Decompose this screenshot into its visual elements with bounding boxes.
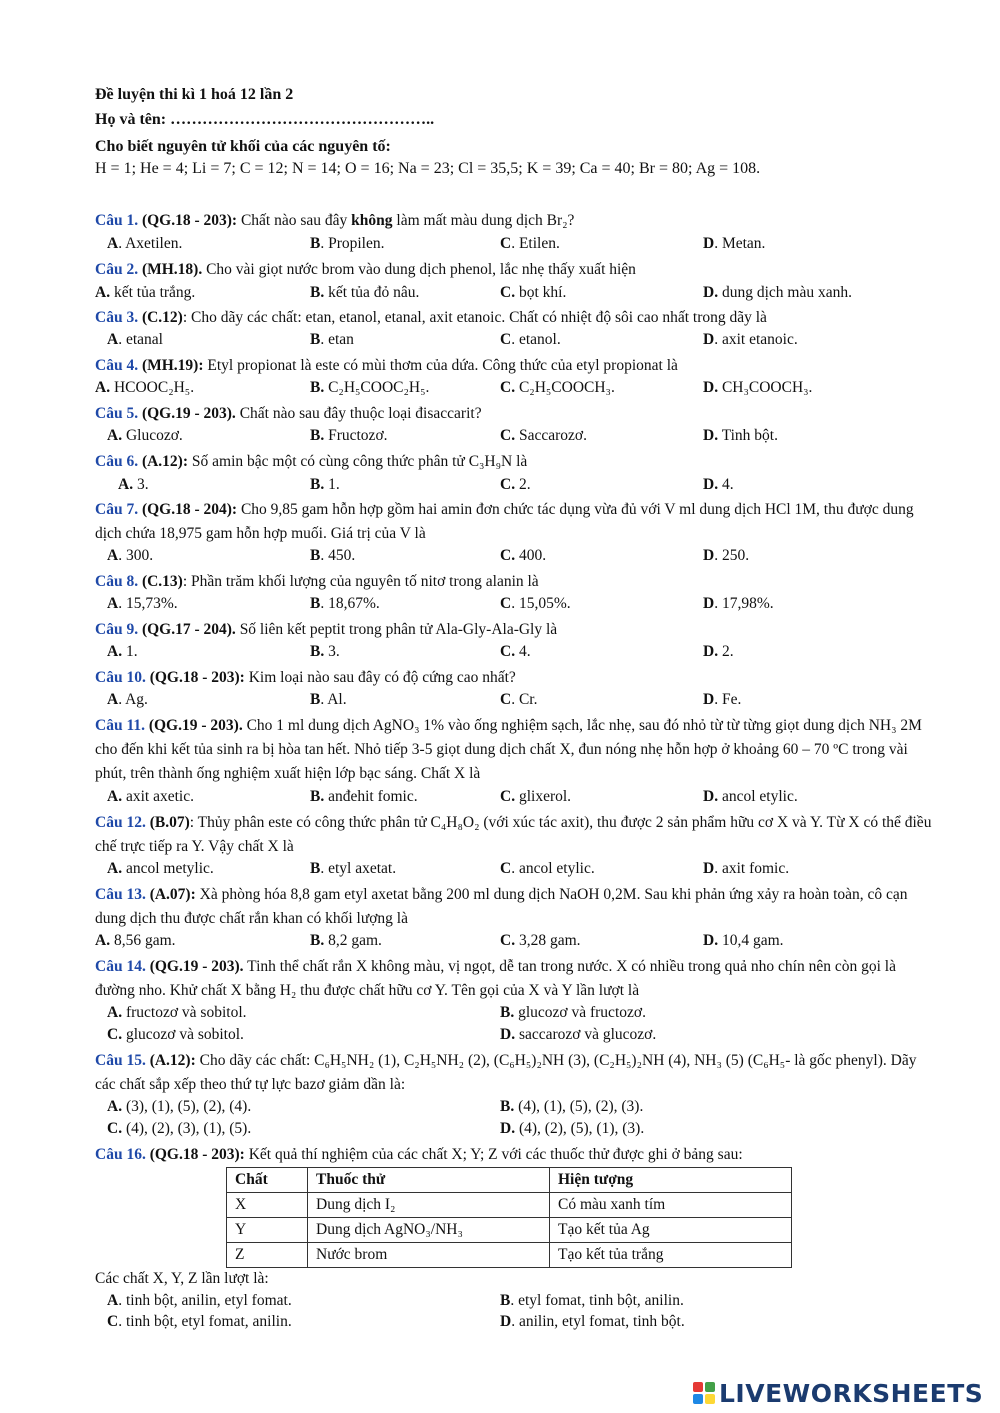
question-13	[95, 883, 935, 931]
question-source: (A.12):	[141, 453, 189, 470]
question-source: (A.12):	[149, 1052, 196, 1069]
question-source: (A.07):	[149, 886, 196, 903]
option-c[interactable]: C. glixerol.	[500, 788, 572, 805]
options-q5	[0, 427, 1000, 449]
option-d[interactable]: D. 2.	[703, 643, 734, 660]
question-source: (QG.19 - 203).	[141, 405, 236, 422]
option-b[interactable]: B. glucozơ và fructozơ.	[500, 1004, 646, 1021]
question-1	[95, 209, 935, 233]
question-text: Cho 1 ml dung dịch AgNO₃ 1% vào ống nghiệm sạch, lắc nhẹ, sau đó nhỏ từ từ từng giọt dung dịch NH₃ 2M cho đến khi kết tủa sinh ra bị hòa tan hết. Nhỏ tiếp 3-5 giọt dung dịch chất X, đun nóng nhẹ hỗn hợp ở khoảng 60 – 70 ºC trong vài phút, trên thành ống nghiệm xuất hiện lớp bạc sáng. Chất X là	[95, 717, 922, 782]
table-row	[227, 1218, 792, 1243]
option-b[interactable]: B. 3.	[310, 643, 340, 660]
option-a[interactable]: A. Axetilen.	[107, 235, 183, 252]
options-q10	[0, 691, 1000, 713]
option-d[interactable]: D. Tinh bột.	[703, 427, 778, 444]
liveworksheets-logo	[693, 1378, 983, 1408]
option-c[interactable]: C. (4), (2), (3), (1), (5).	[107, 1120, 252, 1137]
question-text: Cho vài giọt nước brom vào dung dịch phenol, lắc nhẹ thấy xuất hiện	[206, 261, 636, 278]
option-b[interactable]: B. Propilen.	[310, 235, 385, 252]
question-15	[95, 1049, 935, 1097]
question-4	[95, 354, 935, 378]
question-number: Câu 3.	[95, 309, 139, 326]
table-cell: Y	[227, 1218, 308, 1243]
option-b[interactable]: B. 8,2 gam.	[310, 932, 382, 949]
question-number: Câu 5.	[95, 405, 139, 422]
options-q1	[0, 235, 1000, 257]
question-text: Chất nào sau đây	[240, 212, 348, 229]
options-q2	[0, 284, 1000, 306]
option-a[interactable]: A. Ag.	[107, 691, 148, 708]
option-d[interactable]: D. CH₃COOCH₃.	[703, 379, 813, 396]
option-d[interactable]: D. Metan.	[703, 235, 766, 252]
option-c[interactable]: C. etanol.	[500, 331, 561, 348]
table-header: Hiện tượng	[550, 1168, 792, 1193]
option-a[interactable]: A. Glucozơ.	[107, 427, 183, 444]
option-b[interactable]: B. 1.	[310, 476, 340, 493]
table-cell: Nước brom	[308, 1243, 550, 1268]
options-q8	[0, 595, 1000, 617]
question-5	[95, 402, 935, 426]
question-text: Kim loại nào sau đây có độ cứng cao nhất?	[248, 669, 516, 686]
option-a[interactable]: A. kết tủa trắng.	[95, 284, 196, 301]
option-c[interactable]: C. 2.	[500, 476, 531, 493]
options-q14-row1	[0, 1004, 1000, 1026]
table-cell: Dung dịch I₂	[308, 1193, 550, 1218]
options-q13	[0, 932, 1000, 954]
question-text: làm mất màu dung dịch Br₂?	[396, 212, 575, 229]
question-8	[95, 570, 935, 594]
logo-icon	[693, 1382, 715, 1404]
option-a[interactable]: A. 3.	[118, 476, 149, 493]
question-number: Câu 11.	[95, 717, 145, 734]
question-source: (QG.18 - 203):	[149, 1146, 245, 1163]
question-number: Câu 8.	[95, 573, 139, 590]
option-c[interactable]: C. Etilen.	[500, 235, 560, 252]
option-a[interactable]: A. tinh bột, anilin, etyl fomat.	[107, 1292, 292, 1309]
option-b[interactable]: B. etyl axetat.	[310, 860, 397, 877]
options-q15-row2	[0, 1120, 1000, 1142]
table-header-row	[227, 1168, 792, 1193]
options-q12	[0, 860, 1000, 882]
question-12	[95, 811, 935, 859]
option-d[interactable]: D. axit etanoic.	[703, 331, 798, 348]
question-emphasis: không	[351, 212, 393, 229]
option-b[interactable]: B. etyl fomat, tinh bột, anilin.	[500, 1292, 684, 1309]
option-d[interactable]: D. 17,98%.	[703, 595, 774, 612]
option-b[interactable]: B. 18,67%.	[310, 595, 380, 612]
atomic-mass-heading: Cho biết nguyên tử khối của các nguyên tố:	[95, 138, 391, 155]
question-3	[95, 306, 935, 330]
option-d[interactable]: D. Fe.	[703, 691, 742, 708]
table-cell: X	[227, 1193, 308, 1218]
option-a[interactable]: A. 300.	[107, 547, 154, 564]
question-text: Tinh thể chất rắn X không màu, vị ngọt, dễ tan trong nước. X có nhiều trong quả nho chín nên còn gọi là đường nho. Khử chất X bằng H₂ thu được chất hữu cơ Y. Tên gọi của X và Y lần lượt là	[95, 958, 896, 999]
question-source: (MH.19):	[141, 357, 204, 374]
option-a[interactable]: A. fructozơ và sobitol.	[107, 1004, 247, 1021]
table-cell: Tạo kết tủa trắng	[550, 1243, 792, 1268]
question-text: Xà phòng hóa 8,8 gam etyl axetat bằng 200 ml dung dịch NaOH 0,2M. Sau khi phản ứng xảy ra hoàn toàn, cô cạn dung dịch thu được chất rắn khan có khối lượng là	[95, 886, 908, 927]
question-16	[95, 1143, 935, 1167]
option-c[interactable]: C. ancol etylic.	[500, 860, 595, 877]
options-q16-row2	[0, 1313, 1000, 1335]
option-c[interactable]: C. 15,05%.	[500, 595, 571, 612]
question-text: Chất nào sau đây thuộc loại đisaccarit?	[239, 405, 482, 422]
question-number: Câu 4.	[95, 357, 139, 374]
option-a[interactable]: A. 15,73%.	[107, 595, 178, 612]
question-number: Câu 13.	[95, 886, 146, 903]
question-number: Câu 15.	[95, 1052, 146, 1069]
option-b[interactable]: B. C₂H₅COOC₂H₅.	[310, 379, 430, 396]
option-d[interactable]: D. ancol etylic.	[703, 788, 798, 805]
question-source: (MH.18).	[141, 261, 203, 278]
question-7	[95, 498, 935, 546]
option-b[interactable]: B. (4), (1), (5), (2), (3).	[500, 1098, 644, 1115]
question-number: Câu 7.	[95, 501, 139, 518]
table-header: Chất	[227, 1168, 308, 1193]
reagent-table	[226, 1167, 792, 1268]
question-10	[95, 666, 935, 690]
option-b[interactable]: B. 450.	[310, 547, 356, 564]
table-row	[227, 1193, 792, 1218]
option-b[interactable]: B. kết tủa đỏ nâu.	[310, 284, 420, 301]
question-source: (C.13)	[141, 573, 183, 590]
option-d[interactable]: D. 250.	[703, 547, 750, 564]
option-a[interactable]: A. ancol metylic.	[107, 860, 214, 877]
option-a[interactable]: A. etanal	[107, 331, 163, 348]
table-cell: Z	[227, 1243, 308, 1268]
question-text: Kết quả thí nghiệm của các chất X; Y; Z với các thuốc thử được ghi ở bảng sau:	[248, 1146, 743, 1163]
question-source: (C.12)	[141, 309, 183, 326]
worksheet-title: Đề luyện thi kì 1 hoá 12 lần 2	[95, 86, 294, 103]
option-a[interactable]: A. HCOOC₂H₅.	[95, 379, 195, 396]
option-c[interactable]: C. 3,28 gam.	[500, 932, 581, 949]
question-source: (QG.18 - 204):	[141, 501, 238, 518]
option-b[interactable]: B. etan	[310, 331, 354, 348]
question-text: : Thủy phân este có công thức phân tử C₄H₈O₂ (với xúc tác axit), thu được 2 sản phẩm hữu cơ X và Y. Từ X có thể điều chế trực tiếp ra Y. Vậy chất X là	[95, 814, 932, 855]
logo-text: LIVEWORKSHEETS	[719, 1378, 984, 1408]
question-number: Câu 9.	[95, 621, 139, 638]
table-cell: Dung dịch AgNO₃/NH₃	[308, 1218, 550, 1243]
atomic-mass-values: H = 1; He = 4; Li = 7; C = 12; N = 14; O = 16; Na = 23; Cl = 35,5; K = 39; Ca = 40; Br = 80; Ag = 108.	[95, 160, 761, 177]
option-c[interactable]: C. 4.	[500, 643, 531, 660]
option-d[interactable]: D. axit fomic.	[703, 860, 790, 877]
question-number: Câu 6.	[95, 453, 139, 470]
question-6	[95, 450, 935, 474]
table-header: Thuốc thử	[308, 1168, 550, 1193]
options-q11	[0, 788, 1000, 810]
option-d[interactable]: D. 10,4 gam.	[703, 932, 784, 949]
option-d[interactable]: D. anilin, etyl fomat, tinh bột.	[500, 1313, 685, 1330]
option-b[interactable]: B. Fructozơ.	[310, 427, 388, 444]
question-text: : Cho dãy các chất: etan, etanol, etanal, axit etanoic. Chất có nhiệt độ sôi cao nhất trong dãy là	[182, 309, 767, 326]
option-a[interactable]: A. (3), (1), (5), (2), (4).	[107, 1098, 252, 1115]
options-q7	[0, 547, 1000, 569]
option-c[interactable]: C. 400.	[500, 547, 547, 564]
question-16-followup: Các chất X, Y, Z lần lượt là:	[95, 1270, 269, 1287]
name-line: Họ và tên: …………………………………………..	[95, 111, 435, 128]
option-c[interactable]: C. C₂H₅COOCH₃.	[500, 379, 615, 396]
question-text: Cho dãy các chất: C₆H₅NH₂ (1), C₂H₅NH₂ (2), (C₆H₅)₂NH (3), (C₂H₅)₂NH (4), NH₃ (5) (C₆H₅- là gốc phenyl). Dãy các chất sắp xếp theo thứ tự lực bazơ giảm dần là:	[95, 1052, 917, 1093]
question-11	[95, 714, 935, 786]
option-b[interactable]: B. anđehit fomic.	[310, 788, 418, 805]
question-14	[95, 955, 935, 1003]
option-d[interactable]: D. dung dịch màu xanh.	[703, 284, 852, 301]
option-c[interactable]: C. bọt khí.	[500, 284, 567, 301]
question-number: Câu 14.	[95, 958, 146, 975]
options-q15-row1	[0, 1098, 1000, 1120]
options-q6	[0, 476, 1000, 498]
question-source: (B.07)	[149, 814, 190, 831]
question-number: Câu 1.	[95, 212, 139, 229]
option-b[interactable]: B. Al.	[310, 691, 347, 708]
option-d[interactable]: D. 4.	[703, 476, 734, 493]
option-d[interactable]: D. (4), (2), (5), (1), (3).	[500, 1120, 645, 1137]
options-q16-row1	[0, 1292, 1000, 1314]
question-source: (QG.19 - 203).	[148, 717, 243, 734]
question-number: Câu 2.	[95, 261, 139, 278]
question-text: : Phần trăm khối lượng của nguyên tố nitơ trong alanin là	[182, 573, 539, 590]
question-text: Số amin bậc một có cùng công thức phân tử C₃H₉N là	[191, 453, 528, 470]
options-q14-row2	[0, 1026, 1000, 1048]
option-c[interactable]: C. Saccarozơ.	[500, 427, 587, 444]
table-row	[227, 1243, 792, 1268]
option-c[interactable]: C. Cr.	[500, 691, 538, 708]
question-number: Câu 10.	[95, 669, 146, 686]
question-2	[95, 258, 935, 282]
option-c[interactable]: C. tinh bột, etyl fomat, anilin.	[107, 1313, 292, 1330]
options-q3	[0, 331, 1000, 353]
option-c[interactable]: C. glucozơ và sobitol.	[107, 1026, 244, 1043]
question-source: (QG.17 - 204).	[141, 621, 236, 638]
question-text: Etyl propionat là este có mùi thơm của dứa. Công thức của etyl propionat là	[207, 357, 678, 374]
question-text: Số liên kết peptit trong phân tử Ala-Gly-Ala-Gly là	[239, 621, 558, 638]
option-a[interactable]: A. 1.	[107, 643, 138, 660]
option-d[interactable]: D. saccarozơ và glucozơ.	[500, 1026, 657, 1043]
question-number: Câu 16.	[95, 1146, 146, 1163]
option-a[interactable]: A. axit axetic.	[107, 788, 194, 805]
table-cell: Có màu xanh tím	[550, 1193, 792, 1218]
question-source: (QG.18 - 203):	[149, 669, 245, 686]
question-number: Câu 12.	[95, 814, 146, 831]
question-text: Cho 9,85 gam hỗn hợp gồm hai amin đơn chức tác dụng vừa đủ với V ml dung dịch HCl 1M, thu được dung dịch chứa 18,975 gam hỗn hợp muối. Giá trị của V là	[95, 501, 914, 542]
table-cell: Tạo kết tủa Ag	[550, 1218, 792, 1243]
options-q4	[0, 379, 1000, 401]
question-9	[95, 618, 935, 642]
options-q9	[0, 643, 1000, 665]
option-a[interactable]: A. 8,56 gam.	[95, 932, 176, 949]
question-source: (QG.19 - 203).	[149, 958, 244, 975]
question-source: (QG.18 - 203):	[141, 212, 238, 229]
